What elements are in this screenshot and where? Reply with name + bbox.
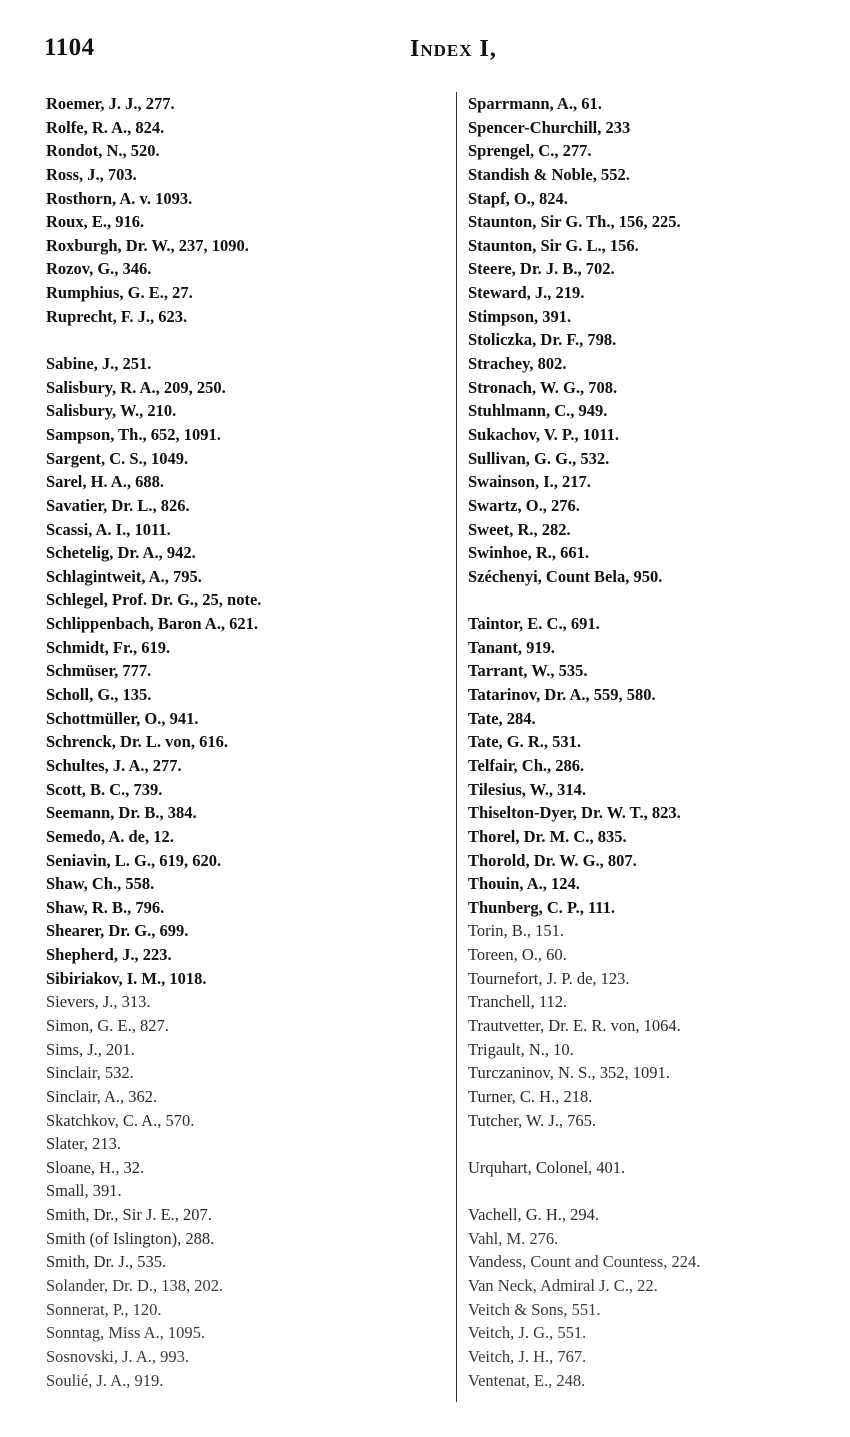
index-entry: Rosthorn, A. v. 1093. <box>46 188 193 208</box>
index-entry: Trautvetter, Dr. E. R. von, 1064. <box>468 1015 681 1035</box>
index-entry: Savatier, Dr. L., 826. <box>46 495 190 515</box>
index-entry: Turner, C. H., 218. <box>468 1086 593 1106</box>
index-entry: Salisbury, R. A., 209, 250. <box>46 377 226 397</box>
index-entry: Rozov, G., 346. <box>46 259 152 279</box>
index-entry: Thiselton-Dyer, Dr. W. T., 823. <box>468 803 681 823</box>
index-entry: Rondot, N., 520. <box>46 141 160 161</box>
index-entry: Stoliczka, Dr. F., 798. <box>468 330 617 350</box>
index-entry: Sweet, R., 282. <box>468 519 571 539</box>
index-entry: Strachey, 802. <box>468 354 567 374</box>
section-gap <box>46 328 436 352</box>
index-entry: Torin, B., 151. <box>468 921 565 941</box>
index-entry: Ventenat, E., 248. <box>468 1370 586 1390</box>
index-entry: Schrenck, Dr. L. von, 616. <box>46 732 228 752</box>
index-entry: Tilesius, W., 314. <box>468 779 586 799</box>
index-entry: Smith (of Islington), 288. <box>46 1228 215 1248</box>
index-entry: Sinclair, 532. <box>46 1063 134 1083</box>
index-entry: Vachell, G. H., 294. <box>468 1205 600 1225</box>
index-entry: Shaw, R. B., 796. <box>46 897 165 917</box>
index-entry: Sibiriakov, I. M., 1018. <box>46 968 207 988</box>
index-entry: Stapf, O., 824. <box>468 188 568 208</box>
index-entry: Schlippenbach, Baron A., 621. <box>46 614 258 634</box>
index-entry: Taintor, E. C., 691. <box>468 614 600 634</box>
index-entry: Thorold, Dr. W. G., 807. <box>468 850 637 870</box>
index-entry: Tatarinov, Dr. A., 559, 580. <box>468 685 656 705</box>
index-entry: Sievers, J., 313. <box>46 992 151 1012</box>
index-entry: Veitch, J. G., 551. <box>468 1323 587 1343</box>
index-entry: Staunton, Sir G. Th., 156, 225. <box>468 212 681 232</box>
index-entry: Swainson, I., 217. <box>468 472 591 492</box>
column-divider <box>456 92 457 1402</box>
section-gap <box>468 588 838 612</box>
index-column-left <box>46 92 436 1392</box>
index-entry: Széchenyi, Count Bela, 950. <box>468 566 663 586</box>
index-entry: Ross, J., 703. <box>46 164 137 184</box>
index-entry: Schmidt, Fr., 619. <box>46 637 171 657</box>
index-entry: Vahl, M. 276. <box>468 1228 559 1248</box>
index-entry: Salisbury, W., 210. <box>46 401 177 421</box>
section-gap <box>468 1132 838 1156</box>
index-entry: Ruprecht, F. J., 623. <box>46 306 188 326</box>
index-entry: Tranchell, 112. <box>468 992 568 1012</box>
index-entry: Urquhart, Colonel, 401. <box>468 1157 626 1177</box>
index-entry: Shepherd, J., 223. <box>46 945 172 965</box>
index-entry: Sprengel, C., 277. <box>468 141 592 161</box>
index-entry: Steere, Dr. J. B., 702. <box>468 259 615 279</box>
index-entry: Rolfe, R. A., 824. <box>46 117 165 137</box>
index-entry: Staunton, Sir G. L., 156. <box>468 235 639 255</box>
index-entry: Turczaninov, N. S., 352, 1091. <box>468 1063 670 1083</box>
index-entry: Sosnovski, J. A., 993. <box>46 1346 190 1366</box>
index-entry: Trigault, N., 10. <box>468 1039 574 1059</box>
index-entry: Slater, 213. <box>46 1134 121 1154</box>
index-entry: Solander, Dr. D., 138, 202. <box>46 1276 224 1296</box>
index-entry: Steward, J., 219. <box>468 283 585 303</box>
index-entry: Soulié, J. A., 919. <box>46 1370 164 1390</box>
index-entry: Tutcher, W. J., 765. <box>468 1110 596 1130</box>
index-entry: Thouin, A., 124. <box>468 874 580 894</box>
index-entry: Veitch, J. H., 767. <box>468 1346 587 1366</box>
index-entry: Schetelig, Dr. A., 942. <box>46 543 196 563</box>
index-entry: Sarel, H. A., 688. <box>46 472 164 492</box>
index-entry: Sukachov, V. P., 1011. <box>468 424 620 444</box>
index-entry: Small, 391. <box>46 1181 122 1201</box>
index-entry: Sloane, H., 32. <box>46 1157 145 1177</box>
index-entry: Roux, E., 916. <box>46 212 145 232</box>
index-entry: Schultes, J. A., 277. <box>46 755 182 775</box>
index-entry: Shearer, Dr. G., 699. <box>46 921 189 941</box>
running-head: Index I, <box>410 36 497 62</box>
index-entry: Skatchkov, C. A., 570. <box>46 1110 195 1130</box>
index-entry: Scassi, A. I., 1011. <box>46 519 171 539</box>
index-entry: Schmüser, 777. <box>46 661 152 681</box>
index-entry: Veitch & Sons, 551. <box>468 1299 601 1319</box>
index-entry: Tanant, 919. <box>468 637 555 657</box>
index-entry: Sims, J., 201. <box>46 1039 135 1059</box>
index-entry: Swartz, O., 276. <box>468 495 580 515</box>
index-entry: Stronach, W. G., 708. <box>468 377 618 397</box>
index-entry: Seniavin, L. G., 619, 620. <box>46 850 222 870</box>
index-entry: Stuhlmann, C., 949. <box>468 401 608 421</box>
index-entry: Sonntag, Miss A., 1095. <box>46 1323 206 1343</box>
index-entry: Sinclair, A., 362. <box>46 1086 158 1106</box>
index-entry: Thunberg, C. P., 111. <box>468 897 616 917</box>
index-entry: Schlagintweit, A., 795. <box>46 566 202 586</box>
index-entry: Tate, 284. <box>468 708 536 728</box>
index-entry: Sonnerat, P., 120. <box>46 1299 162 1319</box>
index-entry: Swinhoe, R., 661. <box>468 543 590 563</box>
index-entry: Roemer, J. J., 277. <box>46 94 175 113</box>
index-entry: Scholl, G., 135. <box>46 685 152 705</box>
index-entry: Simon, G. E., 827. <box>46 1015 169 1035</box>
index-entry: Sargent, C. S., 1049. <box>46 448 189 468</box>
index-entry: Van Neck, Admiral J. C., 22. <box>468 1276 658 1296</box>
index-entry: Roxburgh, Dr. W., 237, 1090. <box>46 235 249 255</box>
index-entry: Sabine, J., 251. <box>46 354 152 374</box>
page-number: 1104 <box>44 34 95 61</box>
index-column-right <box>468 92 838 1392</box>
index-entry: Vandess, Count and Countess, 224. <box>468 1252 701 1272</box>
index-entry: Spencer-Churchill, 233 <box>468 117 631 137</box>
index-entry: Sparrmann, A., 61. <box>468 94 602 113</box>
index-entry: Smith, Dr. J., 535. <box>46 1252 167 1272</box>
index-entry: Schlegel, Prof. Dr. G., 25, note. <box>46 590 262 610</box>
index-entry: Sullivan, G. G., 532. <box>468 448 610 468</box>
index-entry: Rumphius, G. E., 27. <box>46 283 193 303</box>
section-gap <box>468 1179 838 1203</box>
index-entry: Toreen, O., 60. <box>468 945 567 965</box>
index-entry: Tarrant, W., 535. <box>468 661 588 681</box>
index-entry: Seemann, Dr. B., 384. <box>46 803 197 823</box>
index-entry: Schottmüller, O., 941. <box>46 708 199 728</box>
index-entry: Tournefort, J. P. de, 123. <box>468 968 630 988</box>
index-entry: Thorel, Dr. M. C., 835. <box>468 826 627 846</box>
index-entry: Stimpson, 391. <box>468 306 572 326</box>
index-entry: Smith, Dr., Sir J. E., 207. <box>46 1205 212 1225</box>
index-entry: Scott, B. C., 739. <box>46 779 163 799</box>
index-entry: Semedo, A. de, 12. <box>46 826 174 846</box>
index-entry: Telfair, Ch., 286. <box>468 755 585 775</box>
index-entry: Sampson, Th., 652, 1091. <box>46 424 221 444</box>
index-entry: Standish & Noble, 552. <box>468 164 630 184</box>
index-entry: Shaw, Ch., 558. <box>46 874 155 894</box>
index-entry: Tate, G. R., 531. <box>468 732 582 752</box>
